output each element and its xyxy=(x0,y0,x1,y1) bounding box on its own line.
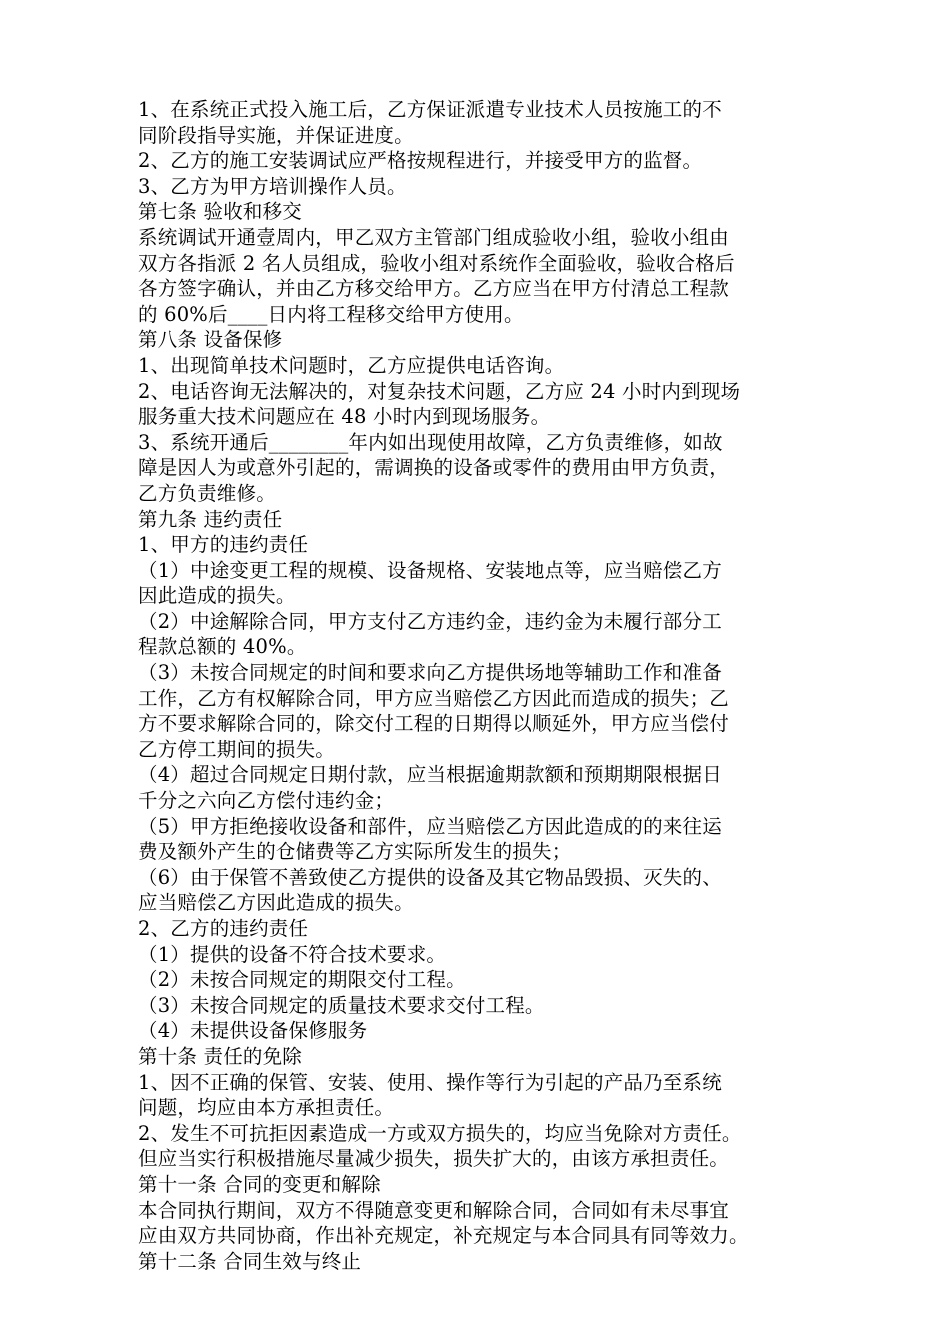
text-line: 1、在系统正式投入施工后，乙方保证派遣专业技术人员按施工的不 xyxy=(138,98,722,121)
subheading-party-b: 2、乙方的违约责任 xyxy=(138,917,309,940)
text-line: 各方签字确认，并由乙方移交给甲方。乙方应当在甲方付清总工程款 xyxy=(138,277,730,301)
text-line: （5）甲方拒绝接收设备和部件，应当赔偿乙方因此造成的的来往运 xyxy=(138,814,722,838)
text-line: 应当赔偿乙方因此造成的损失。 xyxy=(138,891,414,915)
text-line: 1、因不正确的保管、安装、使用、操作等行为引起的产品乃至系统 xyxy=(138,1070,722,1094)
text-line: （4）超过合同规定日期付款，应当根据逾期款额和预期期限根据日 xyxy=(138,763,722,787)
text-line: 2、电话咨询无法解决的，对复杂技术问题，乙方应 24 小时内到现场 xyxy=(138,379,741,403)
text-line: 乙方停工期间的损失。 xyxy=(138,737,336,761)
text-line: （1）中途变更工程的规模、设备规格、安装地点等，应当赔偿乙方 xyxy=(138,558,722,582)
text-line: 乙方负责维修。 xyxy=(138,481,276,505)
text-line: 但应当实行积极措施尽量减少损失，损失扩大的，由该方承担责任。 xyxy=(138,1147,730,1171)
text-line: （3）未按合同规定的质量技术要求交付工程。 xyxy=(138,993,545,1017)
text-line: 因此造成的损失。 xyxy=(138,584,296,608)
text-line: 问题，均应由本方承担责任。 xyxy=(138,1096,395,1120)
text-line: 服务重大技术问题应在 48 小时内到现场服务。 xyxy=(138,405,551,429)
section-heading-article-12: 第十二条 合同生效与终止 xyxy=(138,1249,362,1273)
section-heading-article-11: 第十一条 合同的变更和解除 xyxy=(138,1172,381,1196)
text-line: 本合同执行期间，双方不得随意变更和解除合同，合同如有未尽事宜 xyxy=(138,1198,730,1222)
text-line: 障是因人为或意外引起的，需调换的设备或零件的费用由甲方负责， xyxy=(138,456,730,480)
text-line: 应由双方共同协商，作出补充规定，补充规定与本合同具有同等效力。 xyxy=(138,1224,749,1248)
section-heading-article-9: 第九条 违约责任 xyxy=(138,507,283,531)
text-line: 同阶段指导实施，并保证进度。 xyxy=(138,123,414,147)
subheading-party-a: 1、甲方的违约责任 xyxy=(138,533,309,557)
text-line: 的 60%后____日内将工程移交给甲方使用。 xyxy=(138,302,524,326)
text-line: 双方各指派 2 名人员组成，验收小组对系统作全面验收，验收合格后 xyxy=(138,251,735,275)
text-line: 3、系统开通后________年内如出现使用故障，乙方负责维修，如故 xyxy=(138,430,723,454)
text-line: （2）未按合同规定的期限交付工程。 xyxy=(138,968,466,992)
section-heading-article-10: 第十条 责任的免除 xyxy=(138,1044,302,1068)
text-line: 2、发生不可抗拒因素造成一方或双方损失的，均应当免除对方责任。 xyxy=(138,1121,742,1145)
text-line: 方不要求解除合同的，除交付工程的日期得以顺延外，甲方应当偿付 xyxy=(138,712,730,736)
text-line: （6）由于保管不善致使乙方提供的设备及其它物品毁损、灭失的、 xyxy=(138,865,722,889)
text-line: （4）未提供设备保修服务 xyxy=(138,1019,368,1043)
text-line: 1、出现简单技术问题时，乙方应提供电话咨询。 xyxy=(138,353,565,377)
section-heading-article-7: 第七条 验收和移交 xyxy=(138,200,302,224)
text-line: 系统调试开通壹周内，甲乙双方主管部门组成验收小组，验收小组由 xyxy=(138,225,730,249)
text-line: 程款总额的 40%。 xyxy=(138,635,307,659)
text-line: （2）中途解除合同，甲方支付乙方违约金，违约金为未履行部分工 xyxy=(138,609,722,633)
text-line: 2、乙方的施工安装调试应严格按规程进行，并接受甲方的监督。 xyxy=(138,149,703,173)
text-line: 工作，乙方有权解除合同，甲方应当赔偿乙方因此而造成的损失；乙 xyxy=(138,686,730,710)
text-line: 3、乙方为甲方培训操作人员。 xyxy=(138,174,407,198)
contract-page xyxy=(138,97,818,1274)
text-line: 千分之六向乙方偿付违约金； xyxy=(138,789,395,813)
text-line: 费及额外产生的仓储费等乙方实际所发生的损失； xyxy=(138,840,572,864)
text-line: （3）未按合同规定的时间和要求向乙方提供场地等辅助工作和准备 xyxy=(138,661,722,685)
text-line: （1）提供的设备不符合技术要求。 xyxy=(138,942,447,966)
section-heading-article-8: 第八条 设备保修 xyxy=(138,328,283,352)
